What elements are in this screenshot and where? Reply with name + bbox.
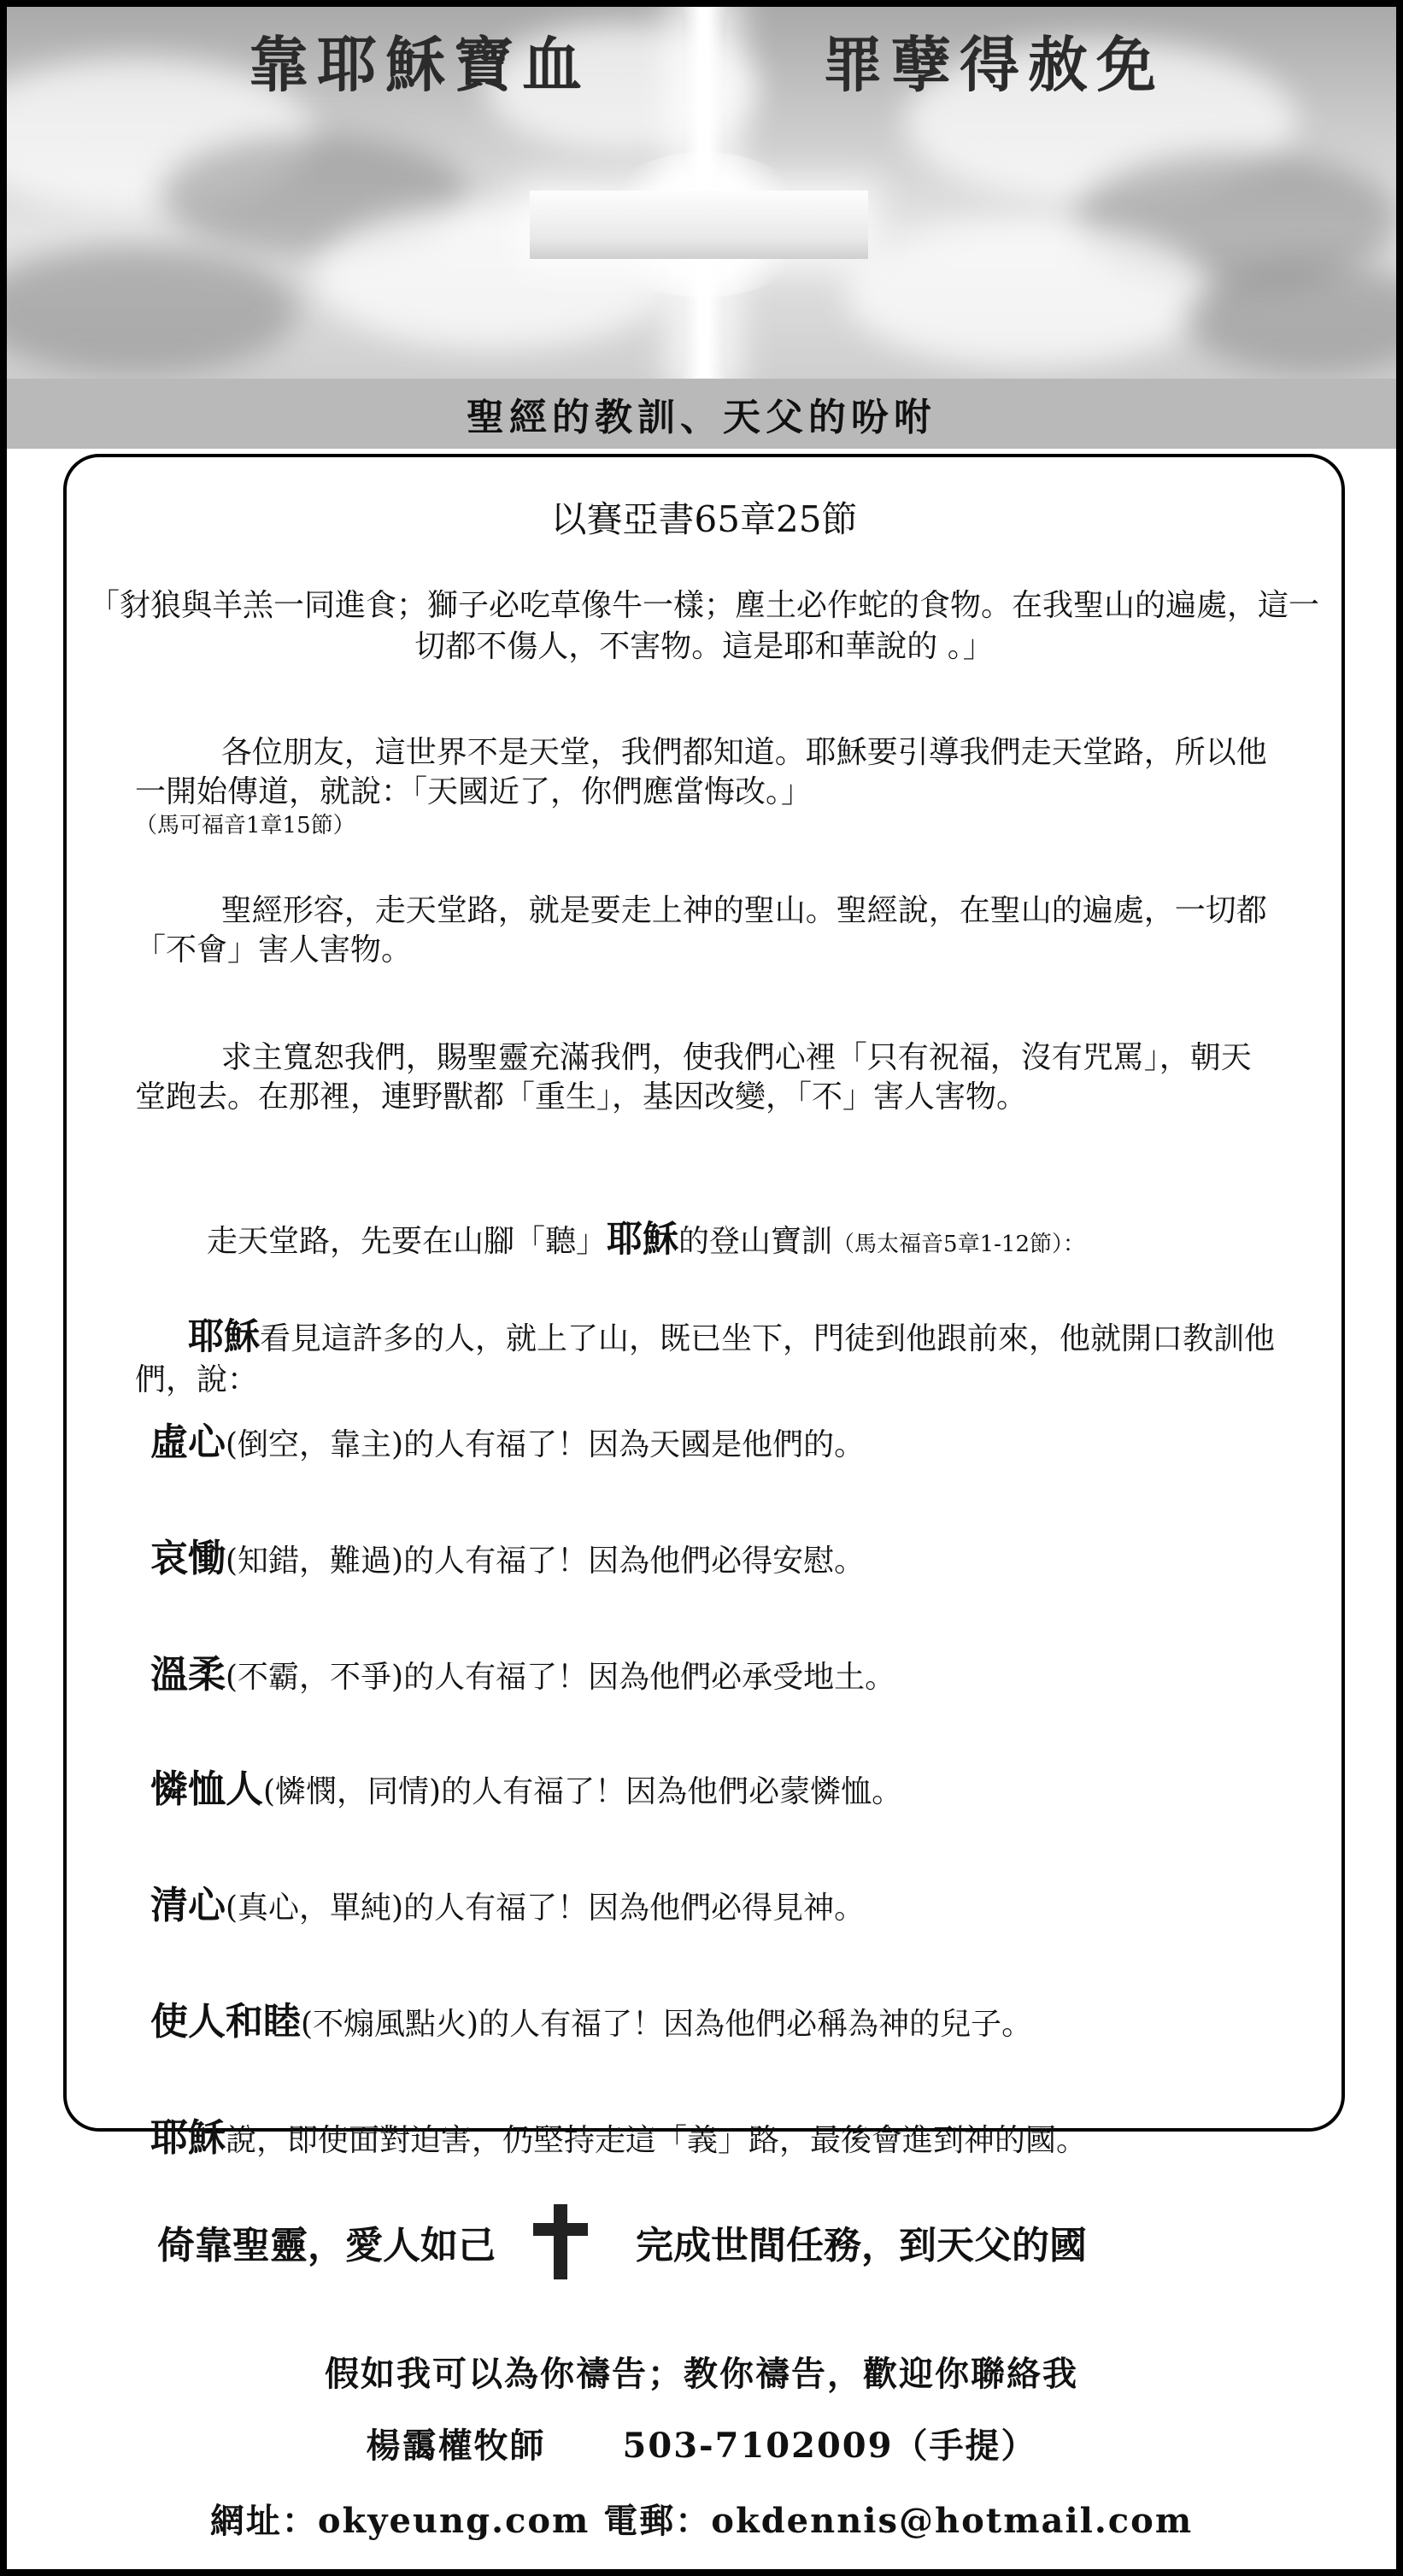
footer-invitation: 假如我可以為你禱告；教你禱告，歡迎你聯絡我 [325, 2354, 1078, 2394]
closing-right: 完成世間任務，到天父的國 [636, 2224, 1087, 2267]
pastor-name: 楊靄權牧師 [366, 2426, 546, 2466]
web-label: 網址： [209, 2501, 318, 2541]
banner-title-right: 罪孽得赦免 [823, 30, 1165, 100]
banner-title-left: 靠耶穌寶血 [249, 30, 590, 100]
phone-number: 503-7102009（手提） [622, 2426, 1037, 2466]
closing-slogan [157, 2203, 1345, 2280]
beatitude-keyword: 憐恤人 [150, 1767, 263, 1811]
sermon-pre: 走天堂路，先要在山腳「聽」 [207, 1224, 608, 1259]
paragraph-1-citation: （馬可福音1章15節） [135, 813, 355, 839]
intro-name: 耶穌 [188, 1315, 261, 1357]
paragraph-1-text: 各位朋友，這世界不是天堂，我們都知道。耶穌要引導我們走天堂路，所以他一開始傳道，就說：「天國近了，你們應當悔改。」 [135, 735, 1267, 810]
closing-left: 倚靠聖靈，愛人如己 [157, 2224, 496, 2267]
beatitude-line [150, 1411, 1316, 1466]
beatitude-line [150, 1991, 1316, 2045]
beatitude-text: 的人有福了！因為他們必稱為神的兒子。 [478, 2007, 1033, 2042]
beatitude-line [150, 1527, 1316, 1582]
beatitude-keyword: 虛心 [150, 1420, 226, 1464]
beatitude-keyword: 溫柔 [150, 1653, 226, 1697]
website-link[interactable]: okyeung.com [317, 2501, 590, 2541]
subtitle-bar: 聖經的教訓、天父的吩咐 [7, 379, 1396, 449]
paragraph-3: 求主寬恕我們，賜聖靈充滿我們，使我們心裡「只有祝福，沒有咒罵」，朝天堂跑去。在那裡，連野獸都「重生」，基因改變，「不」害人害物。 [135, 1040, 1252, 1115]
beatitude-line [150, 1644, 1316, 1698]
cloud-shape [844, 221, 1212, 366]
verse-text: 「豺狼與羊羔一同進食；獅子必吃草像牛一樣；塵土必作蛇的食物。在我聖山的遍處，這一切都不傷人，不害物。這是耶和華說的 。」 [88, 588, 1319, 665]
beatitude-text: 的人有福了！因為他們必得見神。 [403, 1891, 866, 1926]
beatitude-note: (不霸，不爭) [226, 1660, 404, 1695]
intro-text: 看見這許多的人，就上了山，既已坐下，門徒到他跟前來，他就開口教訓他們，說： [135, 1321, 1276, 1397]
verse-reference: 以賽亞書65章25節 [550, 498, 858, 540]
beatitudes-intro [135, 1314, 1282, 1400]
footer-contact [7, 2419, 1396, 2467]
beatitude-line [150, 1874, 1316, 1929]
paragraph-2: 聖經形容，走天堂路，就是要走上神的聖山。聖經說，在聖山的遍處，一切都「不會」害人害物。 [135, 893, 1267, 968]
beatitude-keyword: 使人和睦 [150, 2000, 301, 2044]
cloud-shape [7, 246, 297, 374]
footer-web-email [7, 2494, 1396, 2543]
email-link[interactable]: okdennis@hotmail.com [711, 2501, 1194, 2541]
email-label: 電郵： [603, 2501, 712, 2541]
beatitude-keyword: 清心 [150, 1884, 226, 1927]
cross-icon [533, 2204, 588, 2279]
final-keyword: 耶穌 [150, 2116, 226, 2160]
final-text: 說，即使面對迫害，仍堅持走這「義」路，最後會進到神的國。 [226, 2123, 1088, 2158]
beatitude-text: 的人有福了！因為他們必得安慰。 [403, 1544, 866, 1579]
sermon-citation: （馬太福音5章1-12節）： [832, 1232, 1086, 1257]
content-box [63, 454, 1345, 2160]
paragraph-1 [135, 733, 1282, 841]
sermon-intro-line [207, 1211, 1333, 1262]
beatitude-text: 的人有福了！因為天國是他們的。 [403, 1427, 866, 1462]
sermon-name: 耶穌 [607, 1218, 679, 1260]
beatitude-note: (不煽風點火) [301, 2007, 479, 2042]
beatitude-note: (倒空，靠主) [226, 1427, 404, 1462]
beatitude-keyword: 哀慟 [150, 1537, 226, 1580]
cross-beam-horizontal [530, 191, 868, 259]
beatitude-note: (憐憫，同情) [263, 1774, 442, 1809]
beatitude-text: 的人有福了！因為他們必承受地土。 [403, 1660, 896, 1695]
beatitude-note: (知錯，難過) [226, 1544, 404, 1579]
final-teaching-line [150, 2107, 1316, 2161]
beatitude-text: 的人有福了！因為他們必蒙憐恤。 [441, 1774, 903, 1809]
beatitude-line [150, 1758, 1316, 1813]
beatitude-note: (真心，單純) [226, 1891, 404, 1926]
header-banner [7, 7, 1396, 379]
sermon-post: 的登山寶訓 [678, 1224, 833, 1259]
